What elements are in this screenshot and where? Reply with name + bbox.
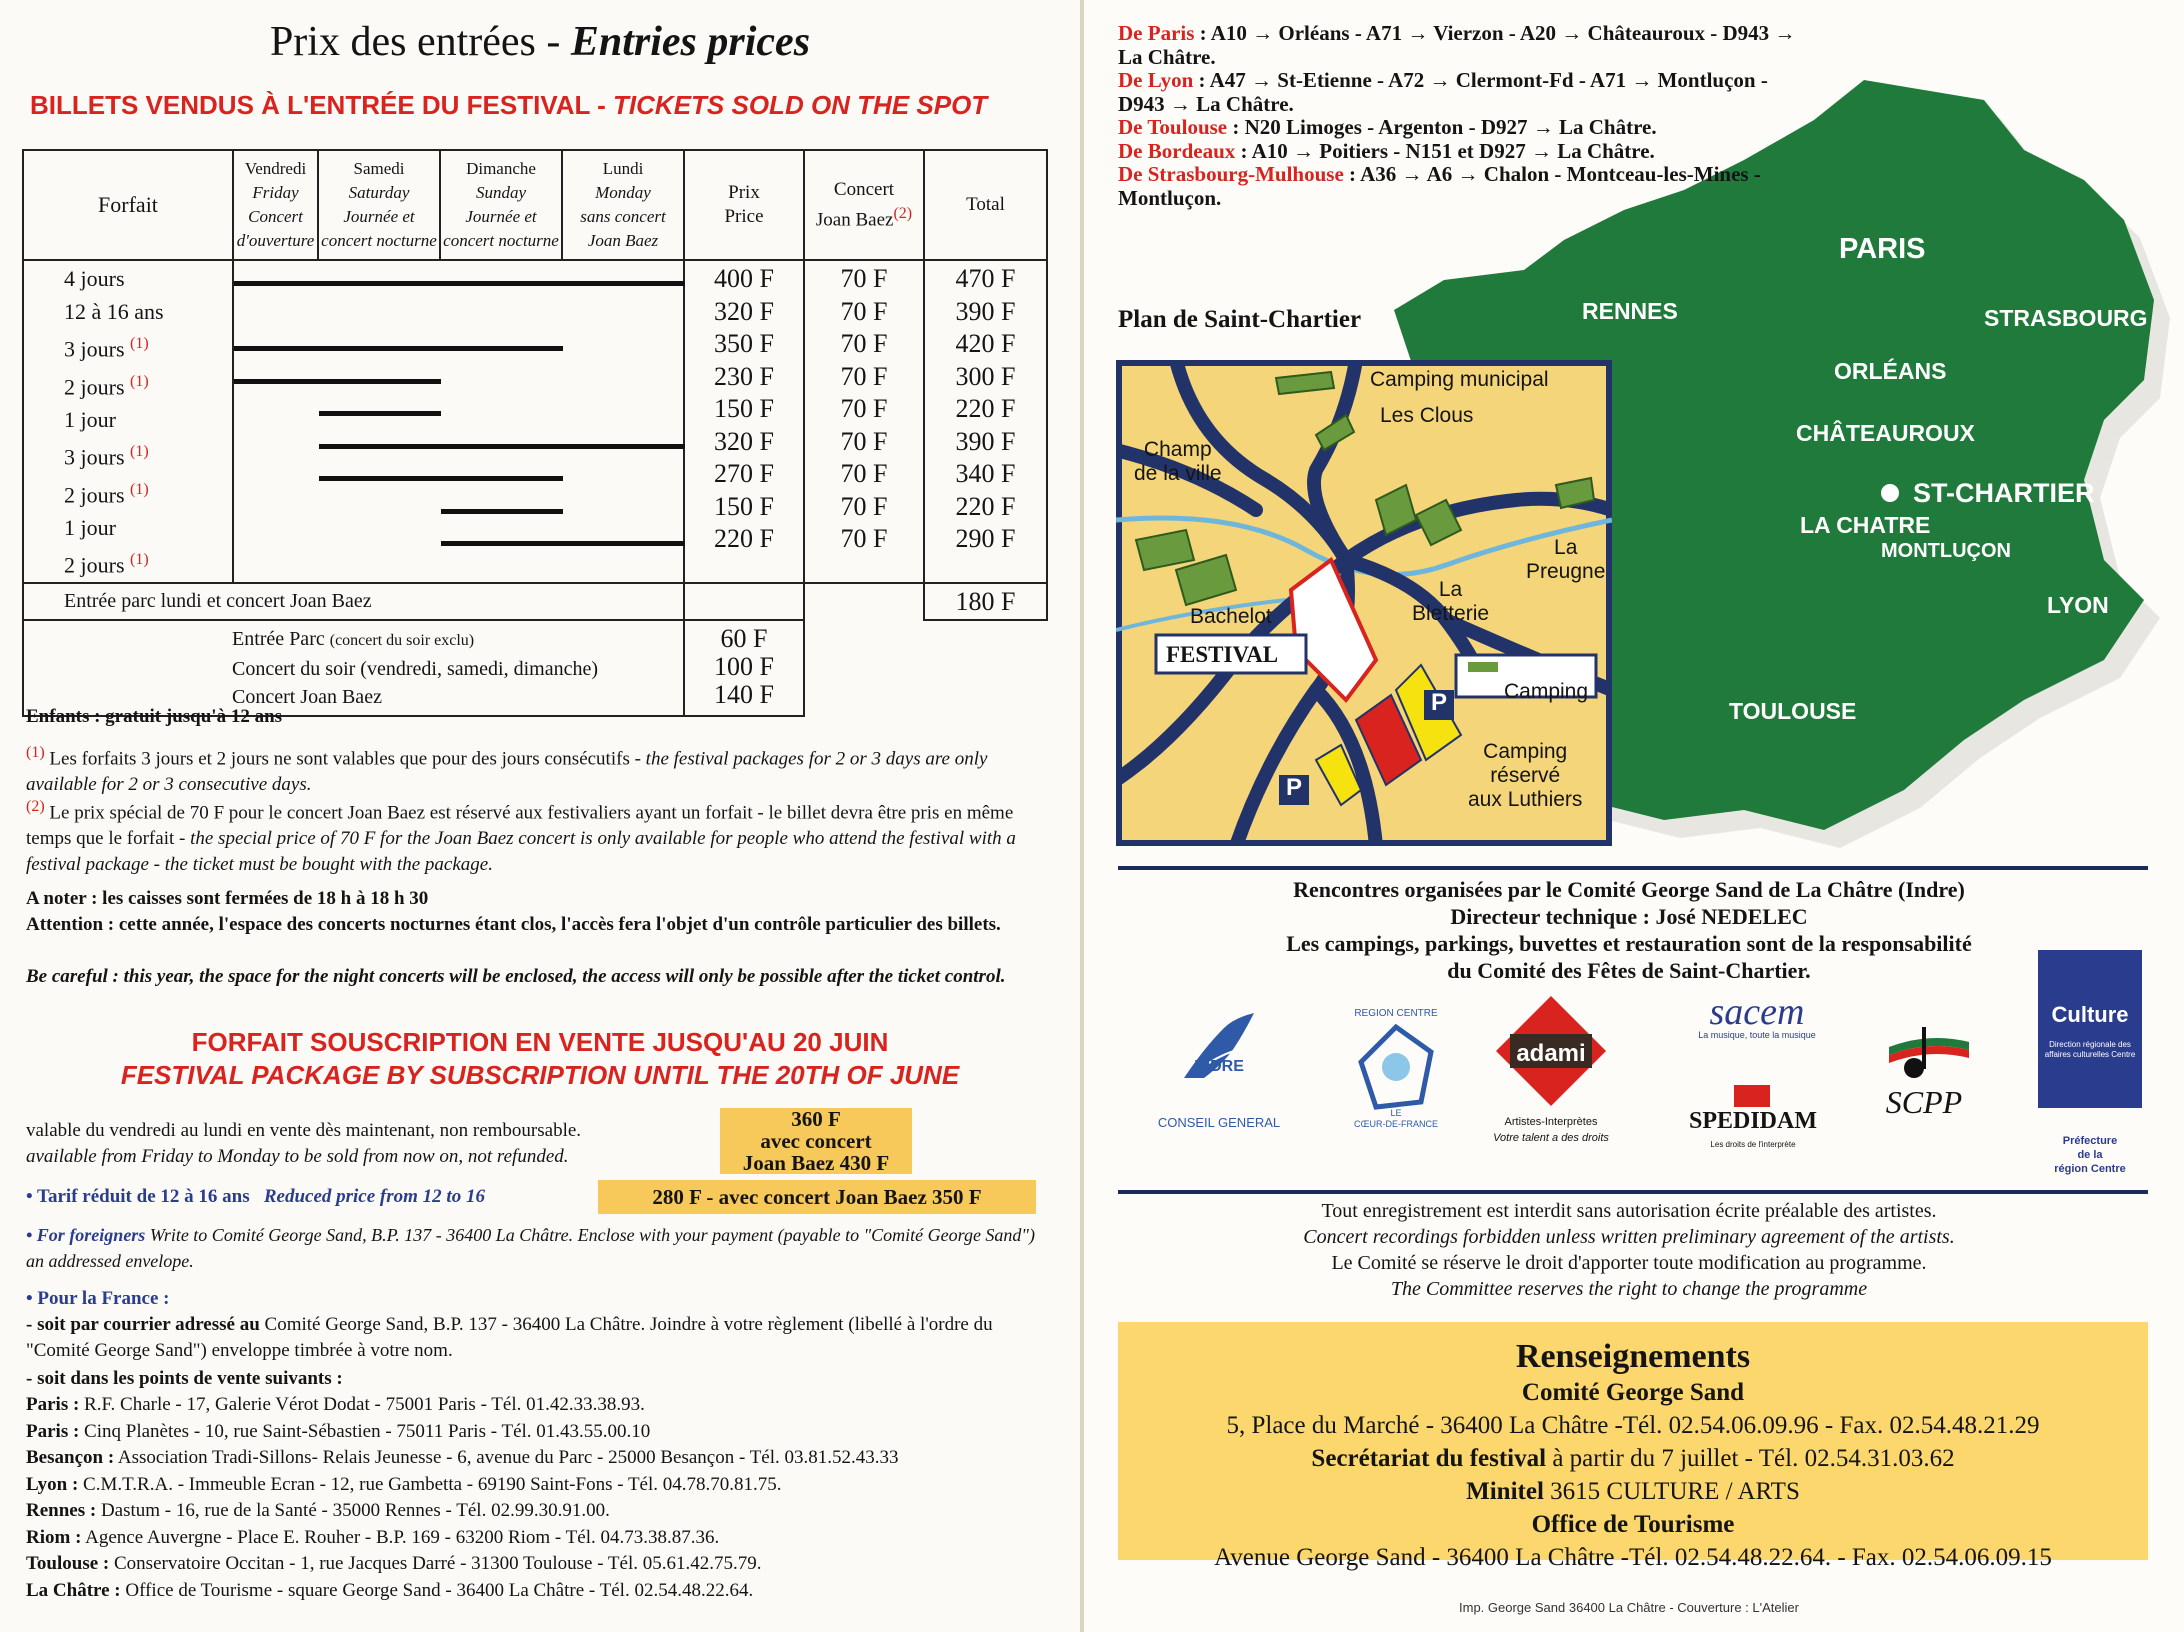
row-label: 2 jours $^{(1)}$ <box>64 480 149 508</box>
label-festival: FESTIVAL <box>1166 642 1279 667</box>
col-vendredi: Vendredi Friday Concert d'ouverture <box>233 150 318 260</box>
concert-values <box>804 260 924 583</box>
route-text: : A36 → A6 → Chalon - Montceau-les-Mines - Montluçon. <box>1118 162 1761 210</box>
right-page <box>1084 0 2184 1632</box>
point-city: La Châtre : <box>26 1579 121 1601</box>
rens-title: Renseignements <box>1515 1338 1751 1375</box>
col-dimanche: Dimanche Sunday Journée et concert nocturne <box>440 150 562 260</box>
route-line <box>1118 163 1818 210</box>
col-forfait: Forfait <box>23 150 233 260</box>
city-la-chatre: LA CHATRE <box>1800 512 1931 538</box>
row-prix: 150 F <box>714 491 774 521</box>
imprint: Imp. George Sand 36400 La Châtre - Couverture : L'Atelier <box>1459 1600 1799 1615</box>
row-total: 390 F <box>955 296 1016 326</box>
adami-sub: Artistes-Interprètes Votre talent a des droits <box>1493 1116 1609 1144</box>
indre-sub: CONSEIL GENERAL <box>1157 1115 1281 1130</box>
anoter: A noter : les caisses sont fermées de 18 h à 18 h 30 <box>26 888 429 909</box>
col-total: Total <box>924 150 1047 260</box>
indre-label: INDRE <box>1194 1058 1244 1075</box>
label-bachelot: Bachelot <box>1190 605 1272 628</box>
row-total: 470 F <box>955 264 1016 293</box>
row-label: 3 jours $^{(1)}$ <box>64 335 149 362</box>
renseignements-box <box>1118 1322 2148 1571</box>
recording-line: The Committee reserves the right to change the programme <box>1390 1278 1868 1300</box>
col-samedi: Samedi Saturday Journée et concert nocturne <box>318 150 440 260</box>
plan-title: Plan de Saint-Chartier <box>1118 306 1362 333</box>
row-label: 2 jours $^{(1)}$ <box>64 551 149 578</box>
row-total: 220 F <box>955 491 1016 521</box>
point-city: Riom : <box>26 1526 82 1548</box>
point-text: C.M.T.R.A. - Immeuble Ecran - 12, rue Gambetta - 69190 Saint-Fons - Tél. 04.78.70.81.75. <box>78 1473 782 1495</box>
row-concert: 70 F <box>840 361 888 391</box>
culture-logo <box>2038 950 2142 1108</box>
points-list <box>26 1392 1046 1604</box>
route-city: De Toulouse <box>1118 115 1228 139</box>
plan-labels <box>1116 360 1612 846</box>
row-note: (1) <box>130 480 149 498</box>
row-concert: 70 F <box>840 264 888 293</box>
divider-bottom <box>1118 1190 2148 1194</box>
note-1: $^{(1)}$ Les forfaits 3 jours et 2 jours ne sont valables que pour des jours consécutifs - the festival packages for 2 or 3 days are only available for 2 or 3 consecutive days. <box>26 744 988 796</box>
city-rennes: RENNES <box>1582 298 1678 324</box>
row-label: 3 jours $^{(1)}$ <box>64 443 149 470</box>
divider-top <box>1118 866 2148 870</box>
indre-eagle-icon <box>1164 1008 1274 1088</box>
row-label: 1 jour <box>64 514 116 540</box>
label-la-preugne: La Preugne <box>1526 536 1606 583</box>
france-title: • Pour la France : <box>26 1288 170 1309</box>
rencontres-line: Les campings, parkings, buvettes et restauration sont de la responsabilité <box>1286 931 1972 956</box>
row-note: (1) <box>130 551 149 569</box>
subscription-title: FORFAIT SOUSCRIPTION EN VENTE JUSQU'AU 20 JUIN <box>191 1027 889 1057</box>
point-city: Rennes : <box>26 1500 97 1521</box>
tarif-reduit: • Tarif réduit de 12 à 16 ans Reduced price from 12 to 16 <box>26 1186 485 1207</box>
rens-minitel: Minitel 3615 CULTURE / ARTS <box>1466 1478 1800 1505</box>
point-text: Association Tradi-Sillons- Relais Jeunesse - 6, avenue du Parc - 25000 Besançon - Tél. 03.81.52.43.33 <box>114 1447 899 1468</box>
col-lundi: Lundi Monday sans concert Joan Baez <box>562 150 684 260</box>
point-text: Office de Tourisme - square George Sand - 36400 La Châtre - Tél. 02.54.48.22.64. <box>120 1579 754 1601</box>
city-chateauroux: CHÂTEAUROUX <box>1796 420 1975 446</box>
prix-values <box>684 260 804 583</box>
note-2: $^{(2)}$ Le prix spécial de 70 F pour le concert Joan Baez est réservé aux festivaliers ayant un forfait - le billet devra être pris en même temps que le forfait - the special price of 70 F for the Joan Baez concert is only available for people who attend the festival with a festival package - the ticket must be bought with the package. <box>26 798 1016 876</box>
row-prix: 320 F <box>714 426 774 456</box>
recording-line: Le Comité se réserve le droit d'apporter toute modification au programme. <box>1331 1252 1927 1274</box>
row-total: 390 F <box>955 426 1016 456</box>
row-concert: 70 F <box>840 491 888 521</box>
day-bars <box>233 260 684 583</box>
row-note: (1) <box>130 372 149 390</box>
route-text: : A10 → Orléans - A71 → Vierzon - A20 → Châteauroux - D943 → La Châtre. <box>1118 21 1796 69</box>
rencontres-line: Directeur technique : José NEDELEC <box>1450 904 1808 929</box>
enfants-note: Enfants : gratuit jusqu'à 12 ans <box>26 706 283 727</box>
route-line <box>1118 22 1818 69</box>
label-champ: Champ de la ville <box>1134 438 1222 485</box>
scpp-label: SCPP <box>1885 1084 1963 1120</box>
courrier: - soit par courrier adressé au Comité George Sand, B.P. 137 - 36400 La Châtre. Joindre à votre règlement (libellé à l'ordre du "Comité George Sand") enveloppe timbrée à votre nom. <box>26 1314 993 1361</box>
entree-parc-label: Entrée parc lundi et concert Joan Baez <box>23 583 684 620</box>
subscription-price-box: 360 F avec concert Joan Baez 430 F <box>720 1108 912 1174</box>
row-concert: 70 F <box>840 296 888 326</box>
valable: valable du vendredi au lundi en vente dès maintenant, non remboursable. available from Friday to Monday to be sold from now on, not refunded. <box>26 1120 582 1167</box>
point-de-vente <box>26 1578 1046 1605</box>
point-de-vente <box>26 1525 1046 1552</box>
row-prix: 350 F <box>714 329 774 358</box>
parking-icon-2: P <box>1431 689 1448 716</box>
city-montlucon: MONTLUÇON <box>1881 540 2011 562</box>
day-bar <box>319 444 685 449</box>
label-la-bletterie: La Bletterie <box>1412 578 1490 625</box>
label-les-clous: Les Clous <box>1380 404 1474 427</box>
row-label: 2 jours $^{(1)}$ <box>64 372 149 400</box>
rencontres-line: du Comité des Fêtes de Saint-Chartier. <box>1447 958 1811 983</box>
row-concert: 70 F <box>840 329 888 358</box>
scpp-note-icon <box>1884 1022 1974 1082</box>
city-orleans: ORLÉANS <box>1834 358 1947 384</box>
city-paris: PARIS <box>1839 233 1926 265</box>
point-de-vente <box>26 1419 1046 1446</box>
day-bar <box>234 281 685 286</box>
route-line <box>1118 140 1818 164</box>
day-bar <box>441 509 563 514</box>
parking-icon: P <box>1286 774 1303 801</box>
tickets-subtitle: BILLETS VENDUS À L'ENTRÉE DU FESTIVAL - TICKETS SOLD ON THE SPOT <box>30 90 988 120</box>
row-concert: 70 F <box>840 459 888 488</box>
label-camping-luthiers: Camping réservé aux Luthiers <box>1468 740 1583 811</box>
row-concert: 70 F <box>840 524 888 553</box>
label-camping-municipal: Camping municipal <box>1370 368 1549 391</box>
total-values <box>924 260 1047 583</box>
point-city: Besançon : <box>26 1447 115 1468</box>
price-table <box>22 149 1048 717</box>
row-concert: 70 F <box>840 426 888 456</box>
row-note: (1) <box>130 443 149 461</box>
foreigners: • For foreigners Write to Comité George Sand, B.P. 137 - 36400 La Châtre. Enclose with your payment (payable to "Comité George Sand") an addressed envelope. <box>26 1225 1035 1271</box>
recording-line: Concert recordings forbidden unless written preliminary agreement of the artists. <box>1303 1226 1955 1248</box>
region-label: REGION CENTRE <box>1354 1008 1438 1019</box>
row-total: 300 F <box>955 361 1016 391</box>
city-st-chartier: ST-CHARTIER <box>1881 478 2095 509</box>
day-bar <box>319 476 563 481</box>
rencontres-line: Rencontres organisées par le Comité George Sand de La Châtre (Indre) <box>1293 877 1965 902</box>
spedidam-label: SPEDIDAM <box>1688 1108 1817 1134</box>
point-city: Paris : <box>26 1420 80 1442</box>
point-text: Agence Auvergne - Place E. Rouher - B.P. 169 - 63200 Riom - Tél. 04.73.38.87.36. <box>81 1526 720 1548</box>
entree-parc-total: 180 F <box>924 583 1047 620</box>
point-de-vente <box>26 1445 1046 1472</box>
point-text: R.F. Charle - 17, Galerie Vérot Dodat - 75001 Paris - Tél. 01.42.33.38.93. <box>79 1394 645 1415</box>
recording-notice <box>1084 1198 2174 1302</box>
row-prix: 320 F <box>714 296 774 326</box>
adami-label: adami <box>1516 1040 1586 1067</box>
rens-comite: Comité George Sand <box>1521 1379 1745 1406</box>
row-total: 420 F <box>955 329 1016 358</box>
day-bar <box>441 541 685 546</box>
route-text: : N20 Limoges - Argenton - D927 → La Châtre. <box>1227 115 1657 139</box>
region-centre-icon <box>1356 1022 1436 1112</box>
point-text: Conservatoire Occitan - 1, rue Jacques Darré - 31300 Toulouse - Tél. 05.61.42.75.79. <box>109 1553 762 1574</box>
route-city: De Paris <box>1118 21 1195 45</box>
rencontres-text <box>1084 876 2174 984</box>
row-label: 1 jour <box>64 406 116 432</box>
row-prix: 230 F <box>714 361 774 391</box>
point-de-vente <box>26 1472 1046 1499</box>
day-bar <box>234 346 563 351</box>
row-label: 4 jours <box>64 266 125 291</box>
route-city: De Strasbourg-Mulhouse <box>1118 162 1344 186</box>
left-page <box>0 0 1080 1632</box>
point-text: Cinq Planètes - 10, rue Saint-Sébastien - 75011 Paris - Tél. 01.43.55.00.10 <box>79 1420 651 1442</box>
row-labels <box>23 260 233 583</box>
sacem-sub: La musique, toute la musique <box>1698 1030 1816 1040</box>
point-city: Lyon : <box>26 1473 79 1495</box>
subscription-title-en: FESTIVAL PACKAGE BY SUBSCRIPTION UNTIL THE 20TH OF JUNE <box>120 1060 960 1090</box>
tarif-box: 280 F - avec concert Joan Baez 350 F <box>598 1180 1036 1214</box>
rens-secretariat: Secrétariat du festival à partir du 7 juillet - Tél. 02.54.31.03.62 <box>1311 1445 1955 1472</box>
rens-office: Office de Tourisme <box>1531 1511 1735 1538</box>
route-line <box>1118 116 1818 140</box>
extras-labels: Entrée Parc (concert du soir exclu) Concert du soir (vendredi, samedi, dimanche) Concert Joan Baez <box>23 620 684 716</box>
extras-prices: 60 F 100 F 140 F <box>684 620 804 716</box>
row-prix: 220 F <box>714 524 774 553</box>
route-directions <box>1118 22 1818 210</box>
row-label: 12 à 16 ans <box>64 298 164 324</box>
label-camping: Camping <box>1504 680 1589 703</box>
point-text: Dastum - 16, rue de la Santé - 35000 Rennes - Tél. 02.99.30.91.00. <box>96 1500 610 1521</box>
route-city: De Bordeaux <box>1118 138 1236 163</box>
day-bar <box>319 411 441 416</box>
row-prix: 400 F <box>714 264 774 293</box>
prices-title: Prix des entrées - Entries prices <box>269 19 811 65</box>
point-city: Paris : <box>26 1394 80 1415</box>
point-de-vente <box>26 1392 1046 1419</box>
route-text: : A47 → St-Etienne - A72 → Clermont-Fd - A71 → Montluçon - D943 → La Châtre. <box>1118 68 1768 116</box>
row-prix: 270 F <box>714 459 774 488</box>
points-title: - soit dans les points de vente suivants : <box>26 1368 343 1389</box>
row-note: (1) <box>130 335 149 352</box>
col-concert: Concert Joan Baez$^{(2)}$ <box>804 150 924 260</box>
region-sub: LE CŒUR-DE-FRANCE <box>1354 1108 1438 1129</box>
city-strasbourg: STRASBOURG <box>1984 305 2148 331</box>
row-total: 220 F <box>955 394 1016 423</box>
careful: Be careful : this year, the space for the night concerts will be enclosed, the access will only be possible after the ticket control. <box>26 966 1006 987</box>
point-de-vente <box>26 1551 1046 1578</box>
spedidam-sub: Les droits de l'interprète <box>1710 1140 1796 1149</box>
rens-office-address: Avenue George Sand - 36400 La Châtre -Tél. 02.54.48.22.64. - Fax. 02.54.06.09.15 <box>1214 1544 2052 1571</box>
row-concert: 70 F <box>840 394 888 423</box>
city-lyon: LYON <box>2047 592 2109 618</box>
recording-line: Tout enregistrement est interdit sans autorisation écrite préalable des artistes. <box>1321 1200 1937 1222</box>
rens-address: 5, Place du Marché - 36400 La Châtre -Tél. 02.54.06.09.96 - Fax. 02.54.48.21.29 <box>1226 1412 2040 1439</box>
attention: Attention : cette année, l'espace des concerts nocturnes étant clos, l'accès fera l'objet d'un contrôle particulier des billets. <box>26 914 1001 935</box>
col-prix: Prix Price <box>684 150 804 260</box>
day-bar <box>234 379 441 384</box>
point-city: Toulouse : <box>26 1553 110 1574</box>
spedidam-icon <box>1734 1085 1770 1107</box>
row-total: 340 F <box>955 459 1016 488</box>
point-de-vente <box>26 1498 1046 1525</box>
row-prix: 150 F <box>714 394 774 423</box>
prefecture-label: Préfecture de la région Centre <box>2054 1135 2126 1175</box>
route-line <box>1118 69 1818 116</box>
city-toulouse: TOULOUSE <box>1729 698 1857 724</box>
sacem-label: sacem <box>1709 991 1805 1033</box>
route-city: De Lyon <box>1118 68 1194 92</box>
culture-sub: Direction régionale des affaires culturelles Centre <box>2044 1040 2136 1059</box>
row-total: 290 F <box>955 524 1016 553</box>
culture-label: Culture <box>2051 1002 2129 1027</box>
route-text: : A10 → Poitiers - N151 et D927 → La Châtre. <box>1235 138 1655 163</box>
